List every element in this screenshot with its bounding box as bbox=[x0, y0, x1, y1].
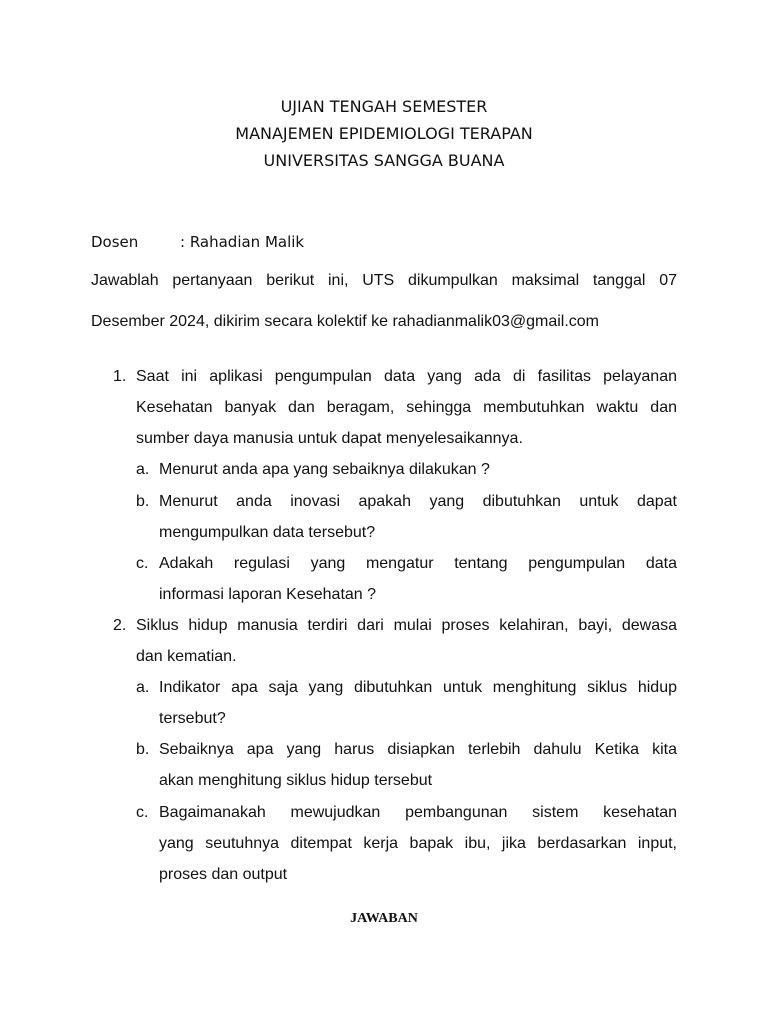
title-line-exam: UJIAN TENGAH SEMESTER bbox=[280, 97, 488, 116]
question-1c-line-1: Adakah regulasi yang mengatur tentang pengumpulan data bbox=[159, 555, 677, 572]
question-1b-line-2: mengumpulkan data tersebut? bbox=[159, 524, 376, 541]
question-2c-line-2: yang seutuhnya ditempat kerja bapak ibu, jika berdasarkan input, bbox=[159, 835, 677, 852]
question-1a-marker: a. bbox=[136, 461, 150, 478]
question-1-number: 1. bbox=[113, 368, 127, 385]
question-2b-line-1: Sebaiknya apa yang harus disiapkan terlebih dahulu Ketika kita bbox=[159, 741, 677, 758]
question-2a-line-2: tersebut? bbox=[159, 710, 226, 727]
lecturer-name: : Rahadian Malik bbox=[180, 233, 305, 251]
title-line-university: UNIVERSITAS SANGGA BUANA bbox=[263, 151, 505, 170]
question-1b-marker: b. bbox=[136, 493, 150, 510]
question-2b-marker: b. bbox=[136, 741, 150, 758]
question-2-number: 2. bbox=[113, 617, 127, 634]
question-1c-marker: c. bbox=[136, 555, 149, 572]
document-title bbox=[0, 93, 768, 174]
question-1b-line-1: Menurut anda inovasi apakah yang dibutuhkan untuk dapat bbox=[159, 493, 677, 510]
question-2c-marker: c. bbox=[136, 804, 149, 821]
question-2c-line-1: Bagaimanakah mewujudkan pembangunan sistem kesehatan bbox=[159, 804, 677, 821]
title-line-course: MANAJEMEN EPIDEMIOLOGI TERAPAN bbox=[235, 124, 533, 143]
answer-heading: JAWABAN bbox=[350, 911, 418, 926]
question-2-line-2: dan kematian. bbox=[136, 648, 237, 665]
question-1-line-3: sumber daya manusia untuk dapat menyelesaikannya. bbox=[136, 430, 523, 447]
question-1-line-2: Kesehatan banyak dan beragam, sehingga membutuhkan waktu dan bbox=[136, 399, 677, 416]
question-1-line-1: Saat ini aplikasi pengumpulan data yang ada di fasilitas pelayanan bbox=[136, 368, 677, 385]
question-2a-marker: a. bbox=[136, 679, 150, 696]
question-2a-line-1: Indikator apa saja yang dibutuhkan untuk menghitung siklus hidup bbox=[159, 679, 677, 696]
question-2-line-1: Siklus hidup manusia terdiri dari mulai proses kelahiran, bayi, dewasa bbox=[136, 617, 677, 634]
question-1c-line-2: informasi laporan Kesehatan ? bbox=[159, 586, 377, 603]
lecturer-label: Dosen bbox=[91, 233, 139, 251]
question-2b-line-2: akan menghitung siklus hidup tersebut bbox=[159, 772, 433, 789]
lecturer-line bbox=[91, 232, 304, 252]
instruction-line-1: Jawablah pertanyaan berikut ini, UTS dikumpulkan maksimal tanggal 07 bbox=[91, 272, 677, 289]
instruction-line-2: Desember 2024, dikirim secara kolektif ke rahadianmalik03@gmail.com bbox=[91, 313, 600, 330]
question-2c-line-3: proses dan output bbox=[159, 866, 288, 883]
question-1a-line-1: Menurut anda apa yang sebaiknya dilakukan ? bbox=[159, 461, 490, 478]
